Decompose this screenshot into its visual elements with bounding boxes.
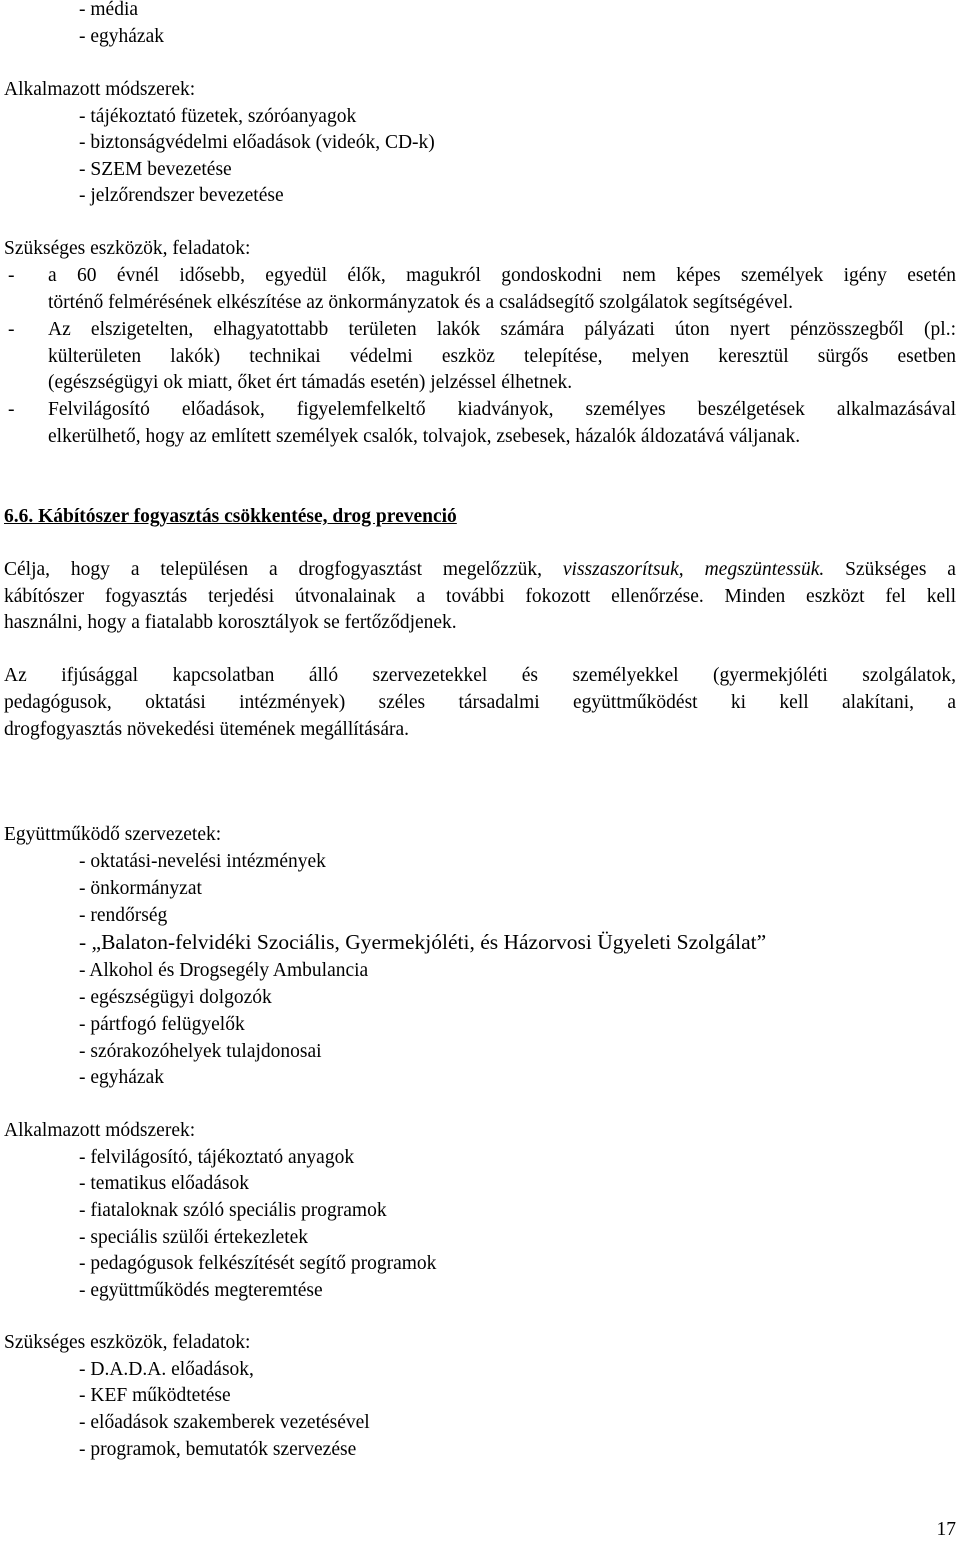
list-item: - Alkohol és Drogsegély Ambulancia xyxy=(79,960,369,981)
paragraph-line: elkerülhető, hogy az említett személyek csalók, tolvajok, zsebesek, házalók áldozatává váljanak. xyxy=(48,426,801,447)
section-heading: Alkalmazott módszerek: xyxy=(4,79,196,100)
paragraph-line: kábítószer fogyasztás terjedési útvonalainak a további fokozott ellenőrzése. Minden eszközt fel kell xyxy=(4,586,956,607)
paragraph-line: drogfogyasztás növekedési ütemének megállítására. xyxy=(4,719,410,740)
paragraph-line: Az ifjúsággal kapcsolatban álló szervezetekkel és személyekkel (gyermekjóléti szolgálatok, xyxy=(4,665,956,686)
section-heading: Szükséges eszközök, feladatok: xyxy=(4,1332,251,1353)
paragraph-line: a 60 évnél idősebb, egyedül élők, magukról gondoskodni nem képes személyek igény esetén xyxy=(48,265,956,286)
list-item: - SZEM bevezetése xyxy=(79,159,232,180)
paragraph-line: használni, hogy a fiatalabb korosztályok se fertőződjenek. xyxy=(4,612,457,633)
list-item: - média xyxy=(79,0,139,20)
paragraph-line: Célja, hogy a településen a drogfogyasztást megelőzzük, visszaszorítsuk, megszüntessük. Szükséges a xyxy=(4,559,956,580)
list-item: - D.A.D.A. előadások, xyxy=(79,1359,254,1380)
list-item: - egyházak xyxy=(79,26,164,47)
list-item: - programok, bemutatók szervezése xyxy=(79,1439,357,1460)
paragraph-line: pedagógusok, oktatási intézmények) széles társadalmi együttműködést ki kell alakítani, a xyxy=(4,692,956,713)
page-number: 17 xyxy=(936,1519,956,1540)
list-item: - KEF működtetése xyxy=(79,1385,231,1406)
list-item: - tematikus előadások xyxy=(79,1173,250,1194)
list-item: - rendőrség xyxy=(79,905,168,926)
list-item: - előadások szakemberek vezetésével xyxy=(79,1412,370,1433)
paragraph-line: történő felmérésének elkészítése az önkormányzatok és a családsegítő szolgálatok segítségével. xyxy=(48,292,794,313)
list-item: - szórakozóhelyek tulajdonosai xyxy=(79,1041,322,1062)
list-item: - felvilágosító, tájékoztató anyagok xyxy=(79,1147,355,1168)
section-heading: Együttműködő szervezetek: xyxy=(4,824,222,845)
list-item: - biztonságvédelmi előadások (videók, CD-k) xyxy=(79,132,435,153)
list-item: - pedagógusok felkészítését segítő programok xyxy=(79,1253,437,1274)
section-heading: Alkalmazott módszerek: xyxy=(4,1120,196,1141)
list-item: - jelzőrendszer bevezetése xyxy=(79,185,284,206)
list-item: - pártfogó felügyelők xyxy=(79,1014,245,1035)
list-item: - egészségügyi dolgozók xyxy=(79,987,272,1008)
list-item: - egyházak xyxy=(79,1067,164,1088)
paragraph-line: külterületen lakók) technikai védelmi eszköz telepítése, melyen keresztül sürgős esetben xyxy=(48,346,956,367)
paragraph-line: (egészségügyi ok miatt, őket ért támadás esetén) jelzéssel élhetnek. xyxy=(48,372,573,393)
section-title: 6.6. Kábítószer fogyasztás csökkentése, drog prevenció xyxy=(4,506,457,527)
paragraph-line: Felvilágosító előadások, figyelemfelkeltő kiadványok, személyes beszélgetések alkalmazásával xyxy=(48,399,956,420)
list-item: - „Balaton-felvidéki Szociális, Gyermekjóléti, és Házorvosi Ügyeleti Szolgálat” xyxy=(79,930,767,954)
list-item: - fiataloknak szóló speciális programok xyxy=(79,1200,387,1221)
list-item: - tájékoztató füzetek, szóróanyagok xyxy=(79,106,357,127)
bullet-dash: - xyxy=(8,319,15,340)
list-item: - oktatási-nevelési intézmények xyxy=(79,851,326,872)
bullet-dash: - xyxy=(8,399,15,420)
list-item: - speciális szülői értekezletek xyxy=(79,1227,309,1248)
paragraph-line: Az elszigetelten, elhagyatottabb területen lakók számára pályázati úton nyert pénzösszegből (pl.: xyxy=(48,319,956,340)
list-item: - együttműködés megteremtése xyxy=(79,1280,323,1301)
section-heading: Szükséges eszközök, feladatok: xyxy=(4,238,251,259)
bullet-dash: - xyxy=(8,265,15,286)
list-item: - önkormányzat xyxy=(79,878,202,899)
